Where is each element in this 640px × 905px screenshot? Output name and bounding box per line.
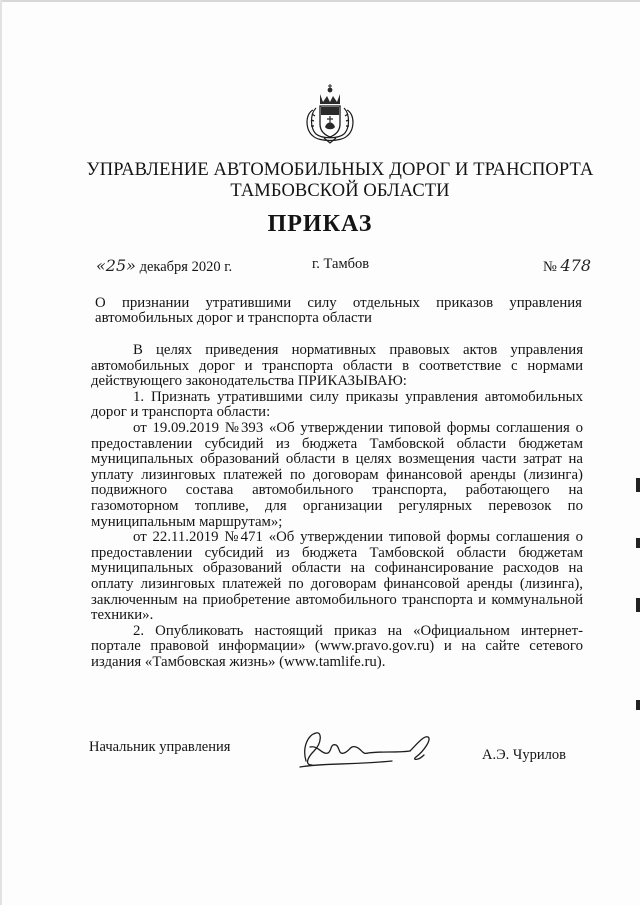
document-body bbox=[91, 343, 583, 670]
document-number-label: № bbox=[543, 259, 557, 275]
scan-edge-left bbox=[0, 0, 2, 905]
signatory-name: А.Э. Чурилов bbox=[482, 747, 566, 763]
organization-line-1: УПРАВЛЕНИЕ АВТОМОБИЛЬНЫХ ДОРОГ И ТРАНСПОРТА bbox=[86, 160, 594, 180]
scan-edge-mark bbox=[636, 700, 640, 710]
organization-line-2: ТАМБОВСКОЙ ОБЛАСТИ bbox=[230, 181, 450, 201]
body-paragraph: от 19.09.2019 №393 «Об утверждении типовой формы соглашения о предоставлении субсидий из бюджета Тамбовской области бюджетам муниципальных образований области в целях возмещения части затрат на уплату лизинговых платежей по договорам финансовой аренды (лизинга) подвижного состава автомобильного транспорта, работающего на газомоторном топливе, для организации регулярных перевозок по муниципальным маршрутам»; bbox=[91, 419, 583, 530]
date-day: 25 bbox=[105, 256, 127, 275]
scan-edge-mark bbox=[636, 478, 640, 492]
scan-edge-mark bbox=[636, 538, 640, 548]
document-date bbox=[96, 256, 232, 276]
body-paragraph: 2. Опубликовать настоящий приказ на «Официальном интернет-портале правовой информации» (www.pravo.gov.ru) и на сайте сетевого издания «Тамбовская жизнь» (www.tamlife.ru). bbox=[91, 622, 583, 670]
date-close-quote: » bbox=[126, 256, 136, 275]
handwritten-signature bbox=[292, 725, 442, 773]
document-title: ПРИКАЗ bbox=[267, 211, 373, 237]
signatory-title: Начальник управления bbox=[89, 739, 231, 755]
document-number bbox=[543, 256, 591, 276]
scan-edge-top bbox=[0, 0, 640, 2]
document-number-value: 478 bbox=[560, 256, 592, 275]
organization-header bbox=[60, 160, 620, 202]
scan-edge-mark bbox=[636, 598, 640, 612]
body-paragraph: 1. Признать утратившими силу приказы управления автомобильных дорог и транспорта области: bbox=[91, 388, 583, 421]
document-city: г. Тамбов bbox=[312, 256, 370, 272]
body-paragraph: В целях приведения нормативных правовых актов управления автомобильных дорог и транспорта области в соответствие с нормами действующего законодательства ПРИКАЗЫВАЮ: bbox=[91, 342, 583, 390]
date-open-quote: « bbox=[96, 256, 106, 275]
document-subject: О признании утратившими силу отдельных приказов управления автомобильных дорог и транспорта области bbox=[95, 295, 582, 326]
body-paragraph: от 22.11.2019 №471 «Об утверждении типовой формы соглашения о предоставлении субсидий из бюджета Тамбовской области бюджетам муниципальных образований области на софинансирование расходов на оплату лизинговых платежей по договорам финансовой аренды (лизинга), заключенным на приобретение автомобильного транспорта и коммунальной техники». bbox=[91, 529, 583, 624]
date-month-year: декабря 2020 г. bbox=[135, 259, 233, 275]
tambov-coat-of-arms-icon bbox=[303, 80, 357, 146]
